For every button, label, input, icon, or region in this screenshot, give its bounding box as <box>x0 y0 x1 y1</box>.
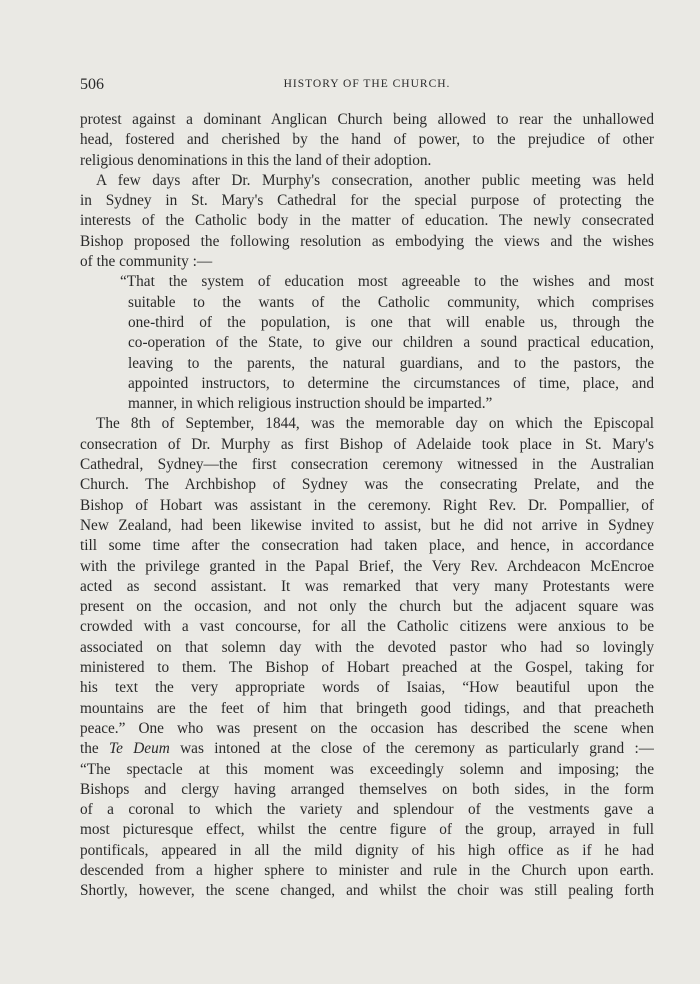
text-line: mountains are the feet of him that bringeth good tidings, and that preacheth <box>80 699 654 717</box>
text-line: A few days after Dr. Murphy's consecration, another public meeting was held <box>96 171 654 189</box>
text-line: his text the very appropriate words of Isaias, “How beautiful upon the <box>80 679 654 697</box>
text-line: peace.” One who was present on the occasion has described the scene when <box>80 719 654 737</box>
text-line: Shortly, however, the scene changed, and whilst the choir was still pealing forth <box>80 882 654 900</box>
text-line: Bishop of Hobart was assistant in the ceremony. Right Rev. Dr. Pompallier, of <box>80 496 654 514</box>
text-line: ministered to them. The Bishop of Hobart preached at the Gospel, taking for <box>80 659 654 677</box>
text-line: one-third of the population, is one that will enable us, through the <box>128 313 654 331</box>
text-line: acted as second assistant. It was remarked that very many Protestants were <box>80 577 654 595</box>
text-line: associated on that solemn day with the devoted pastor who had so lovingly <box>80 638 654 656</box>
page-number: 506 <box>80 76 104 93</box>
text-line: of a coronal to which the variety and splendour of the vestments gave a <box>80 801 654 819</box>
text-line: descended from a higher sphere to minister and rule in the Church upon earth. <box>80 861 654 879</box>
text-line: of the community :— <box>80 253 213 271</box>
text-line: manner, in which religious instruction should be imparted.” <box>128 395 493 413</box>
text-line: head, fostered and cherished by the hand of power, to the prejudice of other <box>80 131 654 149</box>
text-line: most picturesque effect, whilst the centre figure of the group, arrayed in full <box>80 821 654 839</box>
text-line: suitable to the wants of the Catholic community, which comprises <box>128 293 654 311</box>
page-header <box>80 76 654 98</box>
text-line: till some time after the consecration had taken place, and hence, in accordance <box>80 537 654 555</box>
text-line: New Zealand, had been likewise invited to assist, but he did not arrive in Sydney <box>80 516 654 534</box>
running-title: HISTORY OF THE CHURCH. <box>283 78 451 90</box>
text-line: co-operation of the State, to give our children a sound practical education, <box>128 334 654 352</box>
text-line: “The spectacle at this moment was exceedingly solemn and imposing; the <box>80 760 654 778</box>
text-line: The 8th of September, 1844, was the memorable day on which the Episcopal <box>96 415 654 433</box>
text-line: “That the system of education most agreeable to the wishes and most <box>120 273 654 291</box>
text-line: Bishops and clergy having arranged themselves on both sides, in the form <box>80 780 654 798</box>
text-line: present on the occasion, and not only the church but the adjacent square was <box>80 598 654 616</box>
body-text <box>80 110 654 902</box>
text-line: leaving to the parents, the natural guardians, and to the pastors, the <box>128 354 654 372</box>
text-line: crowded with a vast concourse, for all the Catholic citizens were anxious to be <box>80 618 654 636</box>
text-line: interests of the Catholic body in the matter of education. The newly consecrated <box>80 212 654 230</box>
text-line: religious denominations in this the land of their adoption. <box>80 151 432 169</box>
text-line: consecration of Dr. Murphy as first Bishop of Adelaide took place in St. Mary's <box>80 435 654 453</box>
text-line: in Sydney in St. Mary's Cathedral for the special purpose of protecting the <box>80 192 654 210</box>
text-line: with the privilege granted in the Papal Brief, the Very Rev. Archdeacon McEncroe <box>80 557 654 575</box>
text-line: Church. The Archbishop of Sydney was the consecrating Prelate, and the <box>80 476 654 494</box>
text-line: protest against a dominant Anglican Church being allowed to rear the unhallowed <box>80 111 654 128</box>
text-line: Bishop proposed the following resolution as embodying the views and the wishes <box>80 232 654 250</box>
text-line: pontificals, appeared in all the mild dignity of his high office as if he had <box>80 841 654 859</box>
text-line: Cathedral, Sydney—the first consecration ceremony witnessed in the Australian <box>80 456 654 474</box>
text-line: appointed instructors, to determine the circumstances of time, place, and <box>128 374 654 392</box>
text-line: the Te Deum was intoned at the close of the ceremony as particularly grand :— <box>80 740 654 758</box>
